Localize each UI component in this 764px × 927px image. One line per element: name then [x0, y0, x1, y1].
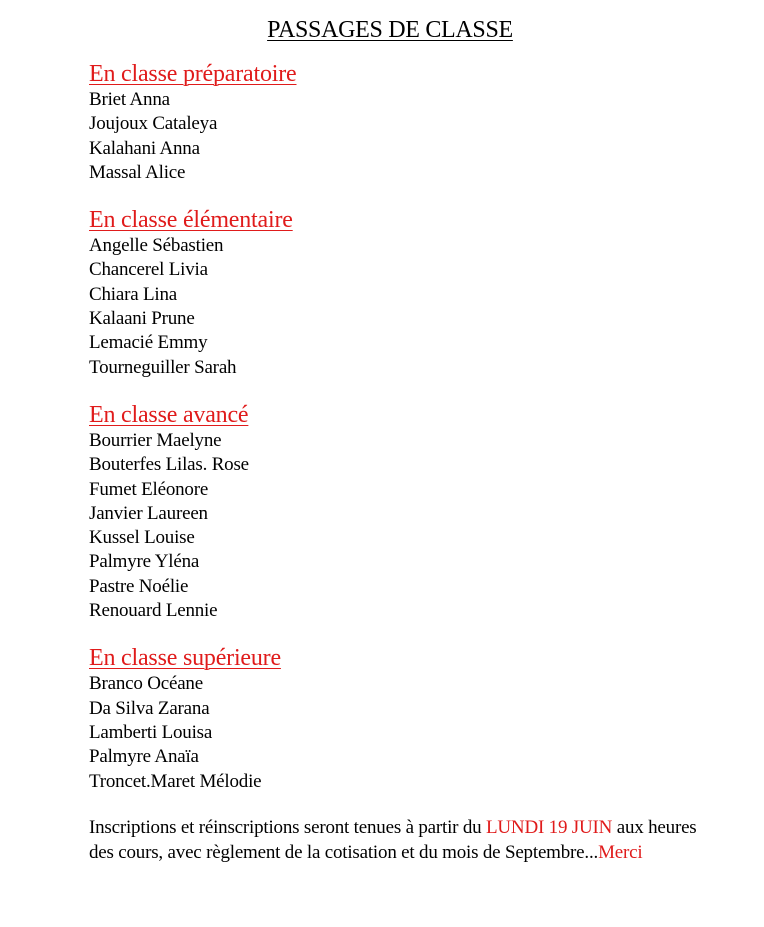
section-heading: En classe préparatoire — [89, 61, 297, 87]
section-heading: En classe élémentaire — [89, 207, 293, 234]
student-name: Bouterfes Lilas. Rose — [89, 454, 249, 476]
student-list — [89, 672, 709, 793]
student-name: Kalahani Anna — [89, 137, 200, 159]
page-title: PASSAGES DE CLASSE — [267, 17, 513, 43]
student-name: Troncet.Maret Mélodie — [89, 770, 262, 792]
notice-text: Inscriptions et réinscriptions seront tenues à partir du — [89, 816, 486, 838]
student-name: Palmyre Anaïa — [89, 746, 199, 768]
section-avance — [89, 401, 709, 623]
student-name: Kussel Louise — [89, 527, 195, 549]
student-list — [89, 234, 709, 380]
student-list — [89, 429, 709, 623]
student-name: Lemacié Emmy — [89, 332, 208, 354]
section-preparatoire — [89, 60, 709, 185]
student-name: Angelle Sébastien — [89, 235, 224, 257]
section-elementaire — [89, 206, 709, 380]
student-name: Chancerel Livia — [89, 259, 208, 281]
registration-notice — [89, 815, 709, 865]
section-heading: En classe supérieure — [89, 645, 281, 672]
student-name: Massal Alice — [89, 161, 186, 183]
student-name: Lamberti Louisa — [89, 721, 213, 743]
student-name: Tourneguiller Sarah — [89, 356, 237, 378]
student-name: Joujoux Cataleya — [89, 113, 218, 135]
student-name: Kalaani Prune — [89, 308, 195, 330]
document-body — [89, 60, 709, 865]
student-name: Bourrier Maelyne — [89, 429, 222, 451]
student-name: Palmyre Yléna — [89, 551, 200, 573]
thanks-text: Merci — [598, 841, 643, 863]
student-name: Chiara Lina — [89, 283, 178, 305]
registration-date: LUNDI 19 JUIN — [486, 816, 613, 838]
section-heading: En classe avancé — [89, 401, 249, 428]
student-name: Briet Anna — [89, 89, 170, 110]
student-name: Janvier Laureen — [89, 502, 208, 524]
student-list — [89, 88, 709, 185]
notice-text: aux heures des cours, avec règlement de la cotisation et du mois de Septembre... — [89, 816, 697, 863]
student-name: Pastre Noélie — [89, 575, 189, 597]
student-name: Renouard Lennie — [89, 600, 218, 622]
section-superieure — [89, 644, 709, 793]
student-name: Da Silva Zarana — [89, 697, 210, 719]
student-name: Fumet Eléonore — [89, 478, 209, 500]
student-name: Branco Océane — [89, 673, 203, 695]
